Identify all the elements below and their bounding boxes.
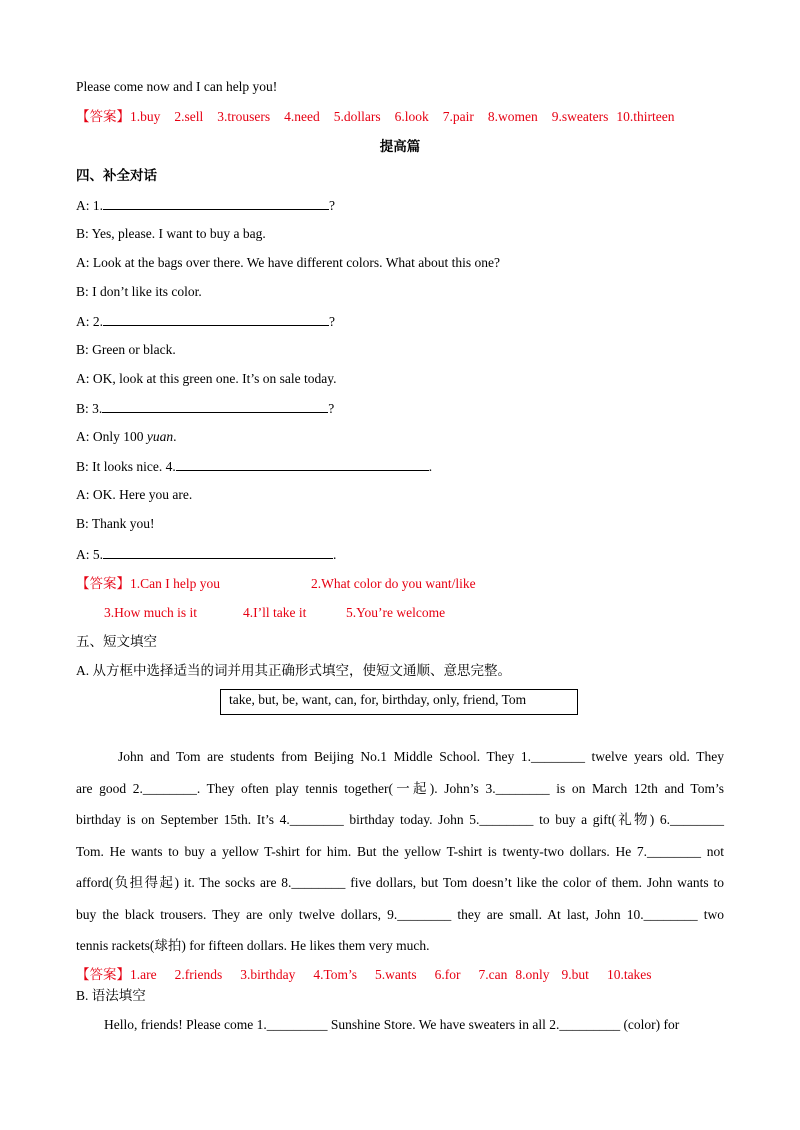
answer-label: 【答案】	[76, 576, 130, 591]
answer-item: 5.wants	[375, 967, 417, 982]
dialogue-line-3	[76, 254, 500, 272]
answer-item: 8.only	[515, 967, 550, 982]
punctuation: ?	[328, 401, 335, 416]
word-box: take, but, be, want, can, for, birthday, only, friend, Tom	[220, 689, 578, 715]
dialogue-line-13	[76, 545, 336, 564]
answer-item: 1.are	[130, 967, 157, 982]
blank-number: 5.	[92, 547, 103, 562]
speaker: A:	[76, 255, 90, 270]
answer-item: 9.but	[561, 967, 589, 982]
answer-item: 7.pair	[442, 109, 474, 124]
speaker: A:	[76, 487, 90, 502]
part-a-instruction: A. 从方框中选择适当的词并用其正确形式填空，使短文通顺、意思完整。	[76, 663, 511, 678]
answer-item: 9.sweaters	[551, 109, 609, 124]
passage	[76, 741, 724, 962]
answer-item: 5.dollars	[333, 109, 381, 124]
dialogue-text: Green or black.	[92, 342, 176, 357]
dialogue-text: Look at the bags over there. We have different colors. What about this one?	[92, 255, 501, 270]
punctuation: .	[333, 547, 337, 562]
answer-key-2-item4: 4.I’ll take it	[243, 605, 307, 620]
dialogue-line-2	[76, 225, 266, 243]
speaker: A:	[76, 198, 90, 213]
dialogue-line-1	[76, 196, 335, 215]
dialogue-line-6	[76, 341, 176, 359]
answer-item: 7.can	[478, 967, 508, 982]
part-b-title: B. 语法填空	[76, 988, 146, 1003]
dialogue-text: It looks nice.	[92, 459, 166, 474]
punctuation: ?	[329, 314, 335, 329]
speaker: B:	[76, 459, 89, 474]
answer-item: 4.need	[284, 109, 320, 124]
answer-key-2-item2: 2.What color do you want/like	[311, 576, 476, 591]
speaker: B:	[76, 226, 89, 241]
speaker: A:	[76, 371, 90, 386]
intro-line: Please come now and I can help you!	[76, 79, 278, 94]
dialogue-text: Thank you!	[91, 516, 155, 531]
blank-number: 4.	[165, 459, 176, 474]
section5-title: 五、短文填空	[76, 634, 157, 649]
blank-number: 3.	[92, 401, 103, 416]
answer-key-2-item5: 5.You’re welcome	[346, 605, 446, 620]
answer-item: 1.Can I help you	[130, 576, 220, 591]
speaker: A:	[76, 314, 90, 329]
answer-key-2-row1	[76, 575, 220, 593]
speaker: B:	[76, 342, 89, 357]
answer-item: 1.buy	[130, 109, 161, 124]
blank-number: 2.	[92, 314, 103, 329]
speaker: A:	[76, 429, 90, 444]
answer-item: 3.birthday	[240, 967, 296, 982]
answer-item: 4.Tom’s	[313, 967, 358, 982]
passage-line: buy the black trousers. They are only twelve dollars, 9.________ they are small. At last, John 10.________ two	[76, 906, 724, 922]
blank-number: 1.	[92, 198, 103, 213]
answer-item: 8.women	[487, 109, 538, 124]
dialogue-line-9	[76, 428, 177, 446]
passage-line: John and Tom are students from Beijing No.1 Middle School. They 1.________ twelve years old. They	[118, 749, 724, 764]
dialogue-line-8	[76, 399, 334, 418]
speaker: B:	[76, 401, 89, 416]
passage-line: are good 2.________. They often play tennis together(一起). John’s 3.________ is on March 12th and Tom’s	[76, 780, 724, 796]
dialogue-line-12	[76, 515, 155, 533]
answer-item: 6.look	[394, 109, 429, 124]
speaker: B:	[76, 284, 89, 299]
section4-title: 四、补全对话	[76, 168, 157, 183]
part-b-passage-line: Hello, friends! Please come 1._________ Sunshine Store. We have sweaters in all 2._________ (color) for	[104, 1017, 680, 1032]
currency-word: yuan	[146, 429, 174, 444]
section-title: 提高篇	[379, 139, 421, 154]
answer-item: 10.takes	[606, 967, 652, 982]
answer-label: 【答案】	[76, 109, 130, 124]
answer-item: 6.for	[434, 967, 461, 982]
answer-blank[interactable]	[176, 457, 429, 471]
answer-blank[interactable]	[103, 312, 329, 326]
answer-key-2-item3: 3.How much is it	[104, 605, 197, 620]
dialogue-text: Only 100	[92, 429, 147, 444]
speaker: B:	[76, 516, 89, 531]
dialogue-line-5	[76, 312, 335, 331]
punctuation: .	[173, 429, 177, 444]
passage-line: afford(负担得起) it. The socks are 8.________ five dollars, but Tom doesn’t like the color of them. John wants to	[76, 875, 724, 890]
answer-blank[interactable]	[103, 196, 329, 210]
passage-line: birthday is on September 15th. It’s 4.________ birthday today. John 5.________ to buy a gift(礼物) 6.________	[76, 812, 724, 827]
dialogue-text: OK, look at this green one. It’s on sale today.	[92, 371, 337, 386]
dialogue-line-11	[76, 486, 192, 504]
answer-blank[interactable]	[102, 399, 328, 413]
answer-item: 2.sell	[174, 109, 204, 124]
dialogue-line-10	[76, 457, 432, 476]
answer-item: 2.friends	[174, 967, 223, 982]
dialogue-line-4	[76, 283, 202, 301]
passage-line: tennis rackets(球拍) for fifteen dollars. He likes them very much.	[76, 938, 430, 953]
dialogue-text: OK. Here you are.	[92, 487, 193, 502]
answer-item: 3.trousers	[217, 109, 271, 124]
answer-label: 【答案】	[76, 967, 130, 982]
speaker: A:	[76, 547, 90, 562]
answer-key-3	[76, 966, 652, 984]
dialogue-text: Yes, please. I want to buy a bag.	[91, 226, 266, 241]
punctuation: ?	[329, 198, 335, 213]
punctuation: .	[428, 459, 433, 474]
dialogue-text: I don’t like its color.	[92, 284, 202, 299]
passage-line: Tom. He wants to buy a yellow T-shirt for him. But the yellow T-shirt is twenty-two dollars. He 7.________ not	[76, 843, 724, 859]
dialogue-line-7	[76, 370, 336, 388]
answer-blank[interactable]	[103, 545, 333, 559]
answer-key-1	[76, 108, 674, 126]
answer-item: 10.thirteen	[616, 109, 675, 124]
